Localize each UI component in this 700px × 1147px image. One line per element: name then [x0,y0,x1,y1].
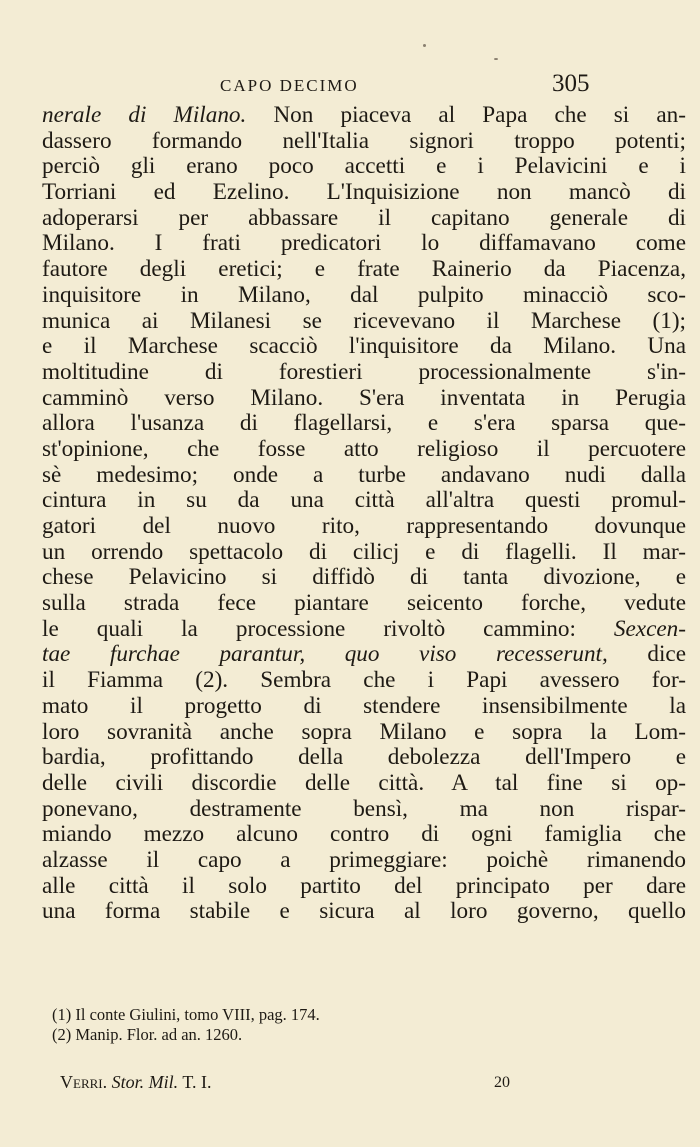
text-run: sulla strada fece piantare seicento forche, vedute [42,590,686,617]
text-run: bardia, profittando della debolezza dell'Impero e [42,744,686,771]
text-line [42,899,686,925]
text-line [42,360,686,386]
text-run: chese Pelavicino si diffidò di tanta divozione, e [42,564,686,591]
italic-text: tae furchae parantur, quo viso recesserunt, [42,641,608,668]
text-line [42,642,686,668]
text-run: cintura in su da una città all'altra questi promul- [42,487,686,514]
text-run: e il Marchese scacciò l'inquisitore da Milano. Una [42,333,686,360]
footnote-1: (1) Il conte Giulini, tomo VIII, pag. 174. [52,1005,320,1024]
text-line [42,540,686,566]
text-line [42,103,686,129]
text-line [42,154,686,180]
text-run: dice [607,641,686,668]
text-line [42,283,686,309]
italic-text: nerale di Milano. [42,102,247,128]
running-title: CAPO DECIMO [220,76,359,95]
text-line [42,745,686,771]
text-run: adoperarsi per abbassare il capitano generale di [42,204,686,231]
text-line [42,437,686,463]
text-run: mato il progetto di stendere insensibilmente la [42,692,686,719]
text-run: ponevano, destramente bensì, ma non rispar- [42,795,686,822]
text-line [42,488,686,514]
text-line [42,822,686,848]
text-line [42,668,686,694]
text-line [42,720,686,746]
sheet-number: 20 [494,1074,510,1091]
text-run: loro sovranità anche sopra Milano e sopra la Lom- [42,718,686,745]
text-line [42,617,686,643]
paper-speck [423,44,426,47]
text-run: camminò verso Milano. S'era inventata in Perugia [42,384,686,411]
text-line [42,874,686,900]
footnote-2: (2) Manip. Flor. ad an. 1260. [52,1025,243,1044]
text-line [42,180,686,206]
text-line [42,565,686,591]
running-head [0,70,700,102]
footnotes [52,1005,652,1045]
text-line [42,848,686,874]
italic-text: Sexcen- [613,615,686,642]
text-run: alle città il solo partito del principato per dare [42,872,686,899]
page-number: 305 [552,70,590,97]
text-run: gatori del nuovo rito, rappresentando dovunque [42,513,686,539]
text-run: perciò gli erano poco accetti e i Pelavicini e i [42,153,686,180]
text-run: inquisitore in Milano, dal pulpito minacciò sco- [42,281,686,308]
text-line [42,771,686,797]
text-run: Non piaceva al Papa che si an- [246,102,686,128]
text-run: miando mezzo alcuno contro di ogni famiglia che [42,821,686,848]
text-run: un orrendo spettacolo di cilicj e di flagelli. Il mar- [42,538,686,565]
text-run: dassero formando nell'Italia signori troppo potenti; [42,127,686,154]
text-run: st'opinione, che fosse atto religioso il percuotere [42,435,686,462]
text-line [42,514,686,540]
text-run: allora l'usanza di flagellarsi, e s'era sparsa que- [42,410,686,437]
text-line [42,129,686,155]
body-text [42,103,686,925]
signature-volume: T. I. [182,1072,212,1092]
text-line [42,257,686,283]
text-run: il Fiamma (2). Sembra che i Papi avessero for- [42,667,686,694]
text-run: alzasse il capo a primeggiare: poichè rimanendo [42,846,686,873]
text-run: Milano. I frati predicatori lo diffamavano come [42,230,686,257]
signature-title: Stor. Mil. [111,1072,179,1092]
text-run: moltitudine di forestieri processionalmente s'in- [42,358,686,385]
text-run: fautore degli eretici; e frate Rainerio da Piacenza, [42,256,686,283]
text-line [42,591,686,617]
text-run: sè medesimo; onde a turbe andavano nudi dalla [42,461,686,488]
text-line [42,206,686,232]
text-line [42,334,686,360]
text-line [42,463,686,489]
text-line [42,231,686,257]
text-run: una forma stabile e sicura al loro governo, quello [42,898,686,925]
printer-signature [60,1072,211,1093]
text-run: le quali la processione rivoltò cammino: [42,615,614,642]
paper-speck [494,58,498,60]
text-run: Torriani ed Ezelino. L'Inquisizione non mancò di [42,179,686,206]
text-line [42,694,686,720]
text-run: delle civili discordie delle città. A tal fine si op- [42,769,686,796]
text-line [42,309,686,335]
signature-author: Verri. [60,1072,108,1092]
text-run: munica ai Milanesi se ricevevano il Marchese (1); [42,307,686,334]
text-line [42,411,686,437]
text-line [42,797,686,823]
text-line [42,386,686,412]
